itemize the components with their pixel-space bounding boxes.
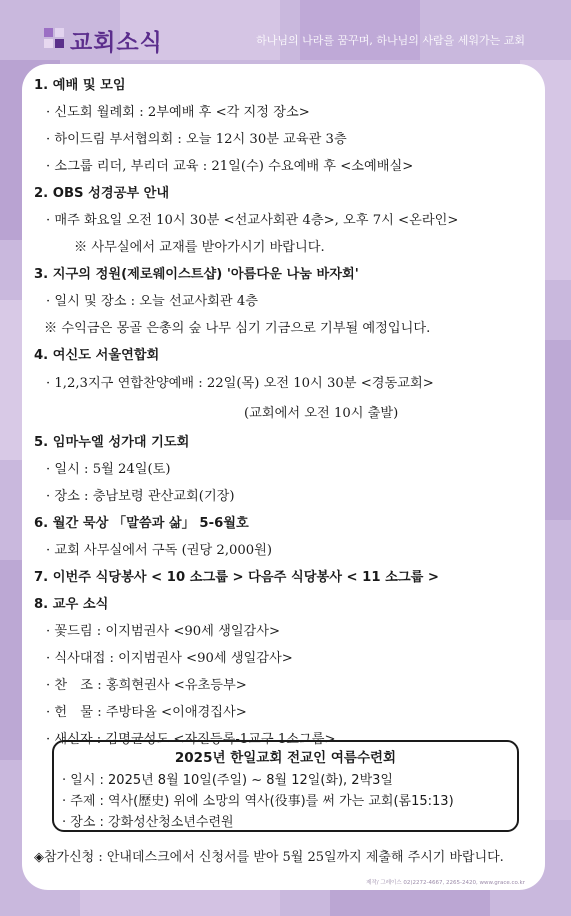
list-item: · 찬 조 : 홍희현권사 <유초등부>: [46, 678, 247, 693]
section-choir-prayer: [34, 429, 544, 510]
list-item: · 교회 사무실에서 구독 (권당 2,000원): [46, 543, 273, 558]
section-heading: 6. 월간 묵상 「말씀과 삶」 5-6월호: [34, 516, 249, 531]
section-bazaar: [34, 261, 544, 342]
section-heading: 7. 이번주 식당봉사 < 10 소그룹 > 다음주 식당봉사 < 11 소그룹 >: [34, 570, 439, 585]
announcement-list: [34, 72, 544, 753]
list-item: · 1,2,3지구 연합찬양예배 : 22일(목) 오전 10시 30분 <경동교회>: [46, 376, 434, 391]
note-item: ※ 사무실에서 교재를 받아가시기 바랍니다.: [74, 240, 325, 255]
header: [0, 0, 571, 64]
list-item: · 식사대접 : 이지범권사 <90세 생일감사>: [46, 651, 293, 666]
footer-credit: 제작/ 그레이스 02)2272-4667, 2265-2420, www.grace.co.kr: [366, 880, 525, 886]
retreat-theme: · 주제 : 역사(歷史) 위에 소망의 역사(役事)를 써 가는 교회(롬15:13): [62, 794, 454, 809]
section-kitchen-service: [34, 564, 544, 591]
list-item: · 새신자 : 김명균성도 <자진등록-1교구 1소그룹>: [46, 732, 336, 747]
section-heading: 5. 임마누엘 성가대 기도회: [34, 435, 190, 450]
retreat-title: 2025년 한일교회 전교인 여름수련회: [174, 750, 397, 766]
retreat-date: · 일시 : 2025년 8월 10일(주일) ~ 8월 12일(화), 2박3일: [62, 773, 393, 788]
section-womens-union: [34, 342, 544, 429]
section-worship: [34, 72, 544, 180]
list-item: · 일시 : 5월 24일(토): [46, 462, 171, 477]
retreat-info-box: [52, 740, 519, 832]
list-item: (교회에서 오전 10시 출발): [244, 406, 399, 421]
list-item: · 일시 및 장소 : 오늘 선교사회관 4층: [46, 294, 258, 309]
section-heading: 2. OBS 성경공부 안내: [34, 186, 170, 201]
church-slogan: 하나님의 나라를 꿈꾸며, 하나님의 사람을 세워가는 교회: [256, 34, 525, 47]
list-item: · 꽃드림 : 이지범권사 <90세 생일감사>: [46, 624, 281, 639]
section-monthly-meditation: [34, 510, 544, 564]
section-member-news: [34, 591, 544, 753]
list-item: · 소그룹 리더, 부리더 교육 : 21일(수) 수요예배 후 <소예배실>: [46, 159, 414, 174]
retreat-location: · 장소 : 강화성산청소년수련원: [62, 815, 234, 830]
signup-notice: ◈참가신청 : 안내데스크에서 신청서를 받아 5월 25일까지 제출해 주시기 바랍니다.: [34, 850, 504, 865]
list-item: · 장소 : 충남보령 관산교회(기장): [46, 489, 235, 504]
list-item: · 하이드림 부서협의회 : 오늘 12시 30분 교육관 3층: [46, 132, 347, 147]
section-heading: 4. 여신도 서울연합회: [34, 348, 160, 363]
section-obs: [34, 180, 544, 261]
list-item: · 헌 물 : 주방타올 <이애경집사>: [46, 705, 247, 720]
list-item: · 매주 화요일 오전 10시 30분 <선교사회관 4층>, 오후 7시 <온라인>: [46, 213, 459, 228]
section-heading: 8. 교우 소식: [34, 597, 109, 612]
list-item: · 신도회 월례회 : 2부예배 후 <각 지정 장소>: [46, 105, 310, 120]
page-title: 교회소식: [70, 30, 163, 56]
logo-squares-icon: [44, 28, 64, 48]
section-heading: 1. 예배 및 모임: [34, 78, 126, 93]
note-item: ※ 수익금은 몽골 은총의 숲 나무 심기 기금으로 기부될 예정입니다.: [44, 321, 431, 336]
section-heading: 3. 지구의 정원(제로웨이스트샵) '아름다운 나눔 바자회': [34, 267, 359, 282]
